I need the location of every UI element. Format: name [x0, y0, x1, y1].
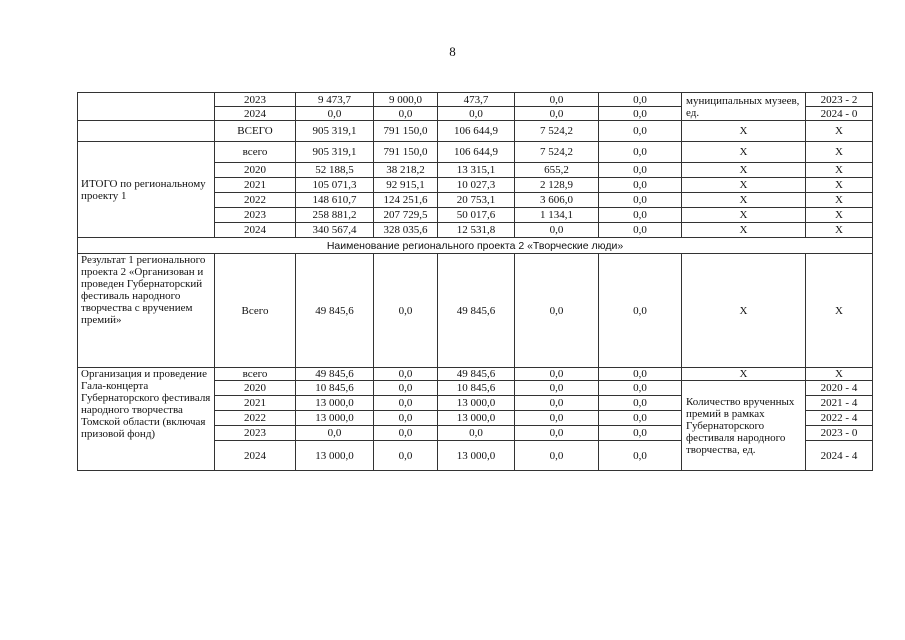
total-cell: 13 000,0 [296, 411, 374, 426]
target-cell: 2021 - 4 [806, 396, 873, 411]
regional-cell: 10 845,6 [438, 381, 515, 396]
target-cell: Х [806, 142, 873, 163]
indicator-cell: Х [682, 208, 806, 223]
total-cell: 105 071,3 [296, 178, 374, 193]
local-cell: 7 524,2 [515, 142, 599, 163]
local-cell: 3 606,0 [515, 193, 599, 208]
project-2-title: Наименование регионального проекта 2 «Творческие люди» [78, 238, 873, 254]
target-cell: 2020 - 4 [806, 381, 873, 396]
local-cell: 7 524,2 [515, 121, 599, 142]
regional-cell: 0,0 [438, 107, 515, 121]
target-cell: Х [806, 368, 873, 381]
total-cell: 13 000,0 [296, 441, 374, 471]
total-cell: 0,0 [296, 107, 374, 121]
local-cell: 0,0 [515, 441, 599, 471]
regional-cell: 10 027,3 [438, 178, 515, 193]
year-cell: всего [215, 368, 296, 381]
federal-cell: 791 150,0 [374, 121, 438, 142]
target-cell: Х [806, 178, 873, 193]
target-cell: Х [806, 163, 873, 178]
regional-cell: 13 000,0 [438, 396, 515, 411]
itogo-label: ИТОГО по региональному проекту 1 [78, 142, 215, 238]
regional-cell: 0,0 [438, 426, 515, 441]
budget-table [77, 92, 873, 471]
extrabudget-cell: 0,0 [599, 93, 682, 107]
federal-cell: 0,0 [374, 107, 438, 121]
total-cell: 13 000,0 [296, 396, 374, 411]
regional-cell: 106 644,9 [438, 142, 515, 163]
federal-cell: 0,0 [374, 368, 438, 381]
federal-cell: 124 251,6 [374, 193, 438, 208]
federal-cell: 0,0 [374, 254, 438, 368]
total-cell: 905 319,1 [296, 142, 374, 163]
year-cell: 2022 [215, 411, 296, 426]
table-row [78, 254, 873, 368]
extrabudget-cell: 0,0 [599, 426, 682, 441]
target-cell: Х [806, 254, 873, 368]
indicator-cell: Х [682, 121, 806, 142]
indicator-cell: Количество врученных премий в рамках Губернаторского фестиваля народного творчества, ед. [682, 381, 806, 471]
indicator-cell: Х [682, 178, 806, 193]
year-cell: ВСЕГО [215, 121, 296, 142]
extrabudget-cell: 0,0 [599, 107, 682, 121]
target-cell: 2022 - 4 [806, 411, 873, 426]
indicator-cell: Х [682, 368, 806, 381]
local-cell: 0,0 [515, 93, 599, 107]
total-cell: 340 567,4 [296, 223, 374, 238]
local-cell: 0,0 [515, 381, 599, 396]
indicator-cell: Х [682, 142, 806, 163]
extrabudget-cell: 0,0 [599, 142, 682, 163]
indicator-cell: Х [682, 223, 806, 238]
year-cell: 2022 [215, 193, 296, 208]
extrabudget-cell: 0,0 [599, 121, 682, 142]
extrabudget-cell: 0,0 [599, 396, 682, 411]
extrabudget-cell: 0,0 [599, 208, 682, 223]
local-cell: 0,0 [515, 396, 599, 411]
page-number: 8 [449, 44, 456, 59]
total-cell: 9 473,7 [296, 93, 374, 107]
indicator-cell: Х [682, 254, 806, 368]
local-cell: 0,0 [515, 107, 599, 121]
federal-cell: 9 000,0 [374, 93, 438, 107]
extrabudget-cell: 0,0 [599, 223, 682, 238]
regional-cell: 49 845,6 [438, 254, 515, 368]
local-cell: 1 134,1 [515, 208, 599, 223]
year-cell: 2023 [215, 93, 296, 107]
local-cell: 655,2 [515, 163, 599, 178]
federal-cell: 0,0 [374, 396, 438, 411]
regional-cell: 473,7 [438, 93, 515, 107]
table-row [78, 238, 873, 254]
regional-cell: 13 315,1 [438, 163, 515, 178]
extrabudget-cell: 0,0 [599, 254, 682, 368]
target-cell: 2023 - 2 [806, 93, 873, 107]
regional-cell: 49 845,6 [438, 368, 515, 381]
regional-cell: 20 753,1 [438, 193, 515, 208]
extrabudget-cell: 0,0 [599, 411, 682, 426]
table-row [78, 93, 873, 107]
year-cell: 2020 [215, 163, 296, 178]
total-cell: 905 319,1 [296, 121, 374, 142]
extrabudget-cell: 0,0 [599, 178, 682, 193]
local-cell: 0,0 [515, 426, 599, 441]
event-label: Организация и проведение Гала-концерта Губернаторского фестиваля народного творчества Томской области (включая призовой фонд) [78, 368, 215, 471]
regional-cell: 50 017,6 [438, 208, 515, 223]
federal-cell: 92 915,1 [374, 178, 438, 193]
year-cell: 2020 [215, 381, 296, 396]
table-row [78, 368, 873, 381]
regional-cell: 106 644,9 [438, 121, 515, 142]
indicator-cell: Х [682, 193, 806, 208]
target-cell: 2023 - 0 [806, 426, 873, 441]
local-cell: 0,0 [515, 254, 599, 368]
local-cell: 0,0 [515, 223, 599, 238]
extrabudget-cell: 0,0 [599, 163, 682, 178]
local-cell: 2 128,9 [515, 178, 599, 193]
extrabudget-cell: 0,0 [599, 193, 682, 208]
indicator-cell: муниципальных музеев, ед. [682, 93, 806, 121]
year-cell: 2021 [215, 396, 296, 411]
federal-cell: 0,0 [374, 441, 438, 471]
empty-label-cell [78, 121, 215, 142]
federal-cell: 0,0 [374, 381, 438, 396]
total-cell: 49 845,6 [296, 368, 374, 381]
table-row [78, 121, 873, 142]
federal-cell: 791 150,0 [374, 142, 438, 163]
empty-label-cell [78, 93, 215, 121]
federal-cell: 328 035,6 [374, 223, 438, 238]
target-cell: Х [806, 223, 873, 238]
total-cell: 258 881,2 [296, 208, 374, 223]
total-cell: 148 610,7 [296, 193, 374, 208]
result-1-label: Результат 1 регионального проекта 2 «Организован и проведен Губернаторский фестиваль народного творчества с вручением премий» [78, 254, 215, 368]
year-cell: 2024 [215, 107, 296, 121]
federal-cell: 207 729,5 [374, 208, 438, 223]
extrabudget-cell: 0,0 [599, 368, 682, 381]
total-cell: 10 845,6 [296, 381, 374, 396]
federal-cell: 38 218,2 [374, 163, 438, 178]
local-cell: 0,0 [515, 368, 599, 381]
federal-cell: 0,0 [374, 411, 438, 426]
target-cell: 2024 - 4 [806, 441, 873, 471]
total-cell: 0,0 [296, 426, 374, 441]
year-cell: 2024 [215, 441, 296, 471]
regional-cell: 13 000,0 [438, 441, 515, 471]
local-cell: 0,0 [515, 411, 599, 426]
target-cell: Х [806, 208, 873, 223]
year-cell: Всего [215, 254, 296, 368]
total-cell: 52 188,5 [296, 163, 374, 178]
year-cell: 2023 [215, 208, 296, 223]
year-cell: 2024 [215, 223, 296, 238]
year-cell: 2021 [215, 178, 296, 193]
target-cell: 2024 - 0 [806, 107, 873, 121]
federal-cell: 0,0 [374, 426, 438, 441]
regional-cell: 12 531,8 [438, 223, 515, 238]
extrabudget-cell: 0,0 [599, 441, 682, 471]
year-cell: всего [215, 142, 296, 163]
year-cell: 2023 [215, 426, 296, 441]
indicator-cell: Х [682, 163, 806, 178]
target-cell: Х [806, 121, 873, 142]
regional-cell: 13 000,0 [438, 411, 515, 426]
target-cell: Х [806, 193, 873, 208]
extrabudget-cell: 0,0 [599, 381, 682, 396]
total-cell: 49 845,6 [296, 254, 374, 368]
table-row [78, 142, 873, 163]
